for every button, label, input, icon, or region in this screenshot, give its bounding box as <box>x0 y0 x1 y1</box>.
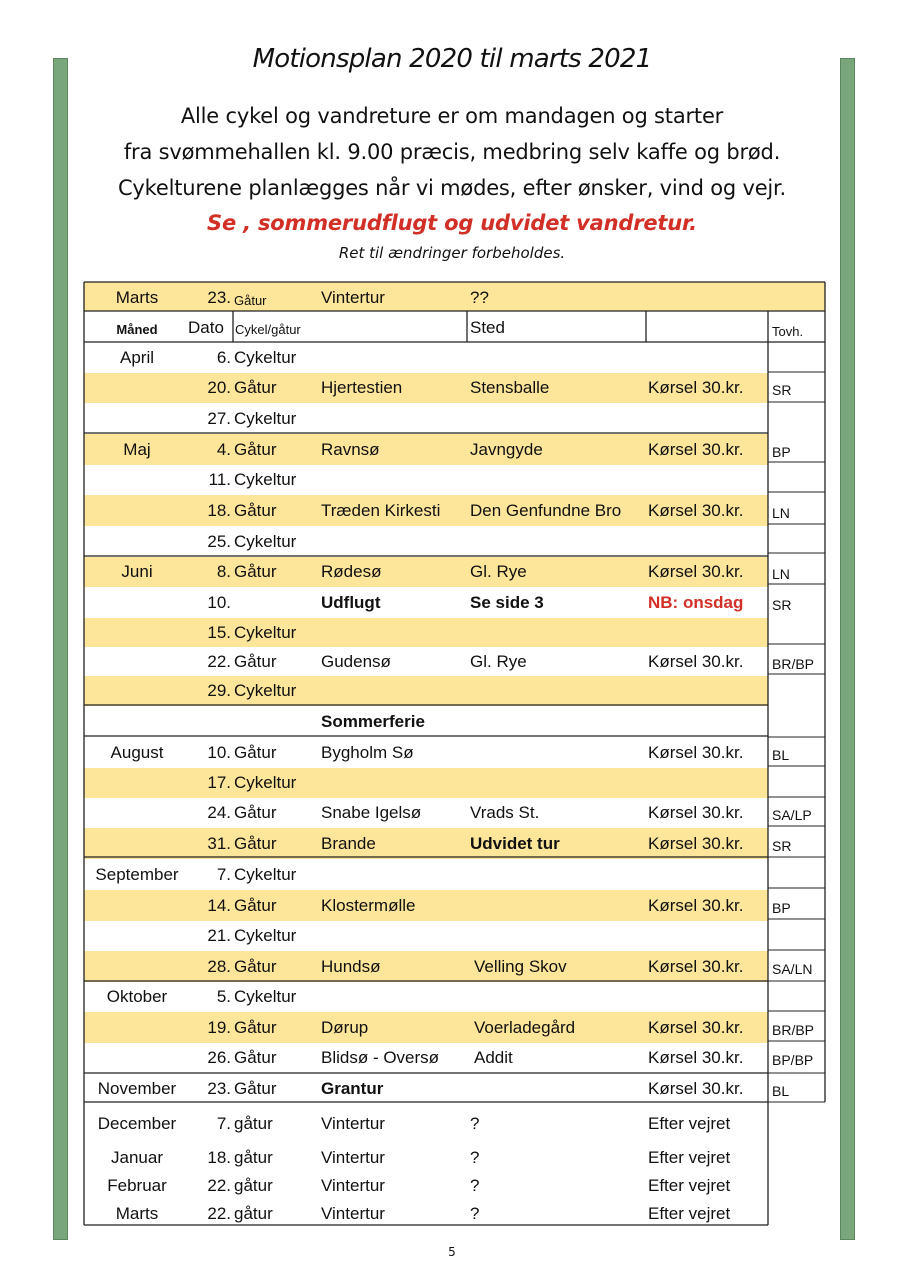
row-date: 10. <box>207 593 231 612</box>
row-type: Gåtur <box>234 803 277 822</box>
row-destination: Bygholm Sø <box>321 743 414 762</box>
row-date: 17. <box>207 773 231 792</box>
row-date: 10. <box>207 743 231 762</box>
row-date: 23. <box>207 1079 231 1098</box>
row-month: Januar <box>111 1148 163 1167</box>
row-type: Cykeltur <box>234 681 297 700</box>
row-destination: Dørup <box>321 1018 369 1037</box>
intro-highlight: Se , sommerudflugt og udvidet vandretur. <box>207 211 697 235</box>
row-cost: Efter vejret <box>648 1114 731 1133</box>
row-destination: Hjertestien <box>321 378 403 397</box>
row-date: 29. <box>207 681 231 700</box>
row-type: Gåtur <box>234 562 277 581</box>
row-date: 7. <box>216 1114 231 1133</box>
row-destination: Træden Kirkesti <box>321 501 441 520</box>
row-place: Vrads St. <box>470 803 540 822</box>
row-cost: Kørsel 30.kr. <box>648 803 744 822</box>
row-place: Den Genfundne Bro <box>470 501 622 520</box>
col-type: Cykel/gåtur <box>235 322 301 337</box>
row-tovh: BR/BP <box>772 656 815 672</box>
row-place: ? <box>470 1176 480 1195</box>
row-month: Februar <box>107 1176 167 1195</box>
row-date: 22. <box>207 1204 231 1223</box>
row-type: gåtur <box>234 1176 273 1195</box>
row-destination: Vintertur <box>321 1204 385 1223</box>
row-month: December <box>97 1114 177 1133</box>
row-place: Javngyde <box>470 440 543 459</box>
row-date: 11. <box>208 470 231 489</box>
row-type: Gåtur <box>234 652 277 671</box>
row-place: ? <box>470 1114 480 1133</box>
row-cost: Efter vejret <box>648 1148 731 1167</box>
disclaimer-note: Ret til ændringer forbeholdes. <box>338 244 566 262</box>
row-tovh: SR <box>772 382 792 398</box>
row-tovh: BP <box>772 900 791 916</box>
row-cost: Kørsel 30.kr. <box>648 562 744 581</box>
row-month: August <box>110 743 164 762</box>
row-type: Cykeltur <box>234 409 297 428</box>
page-title: Motionsplan 2020 til marts 2021 <box>252 44 652 74</box>
row-cost: Kørsel 30.kr. <box>648 896 744 915</box>
row-tovh: SR <box>772 838 792 854</box>
row-place: Addit <box>474 1048 513 1067</box>
row-month: November <box>97 1079 177 1098</box>
row-destination: Blidsø - Oversø <box>321 1048 440 1067</box>
row-tovh: BL <box>772 1083 790 1099</box>
intro-line-1: Alle cykel og vandreture er om mandagen og starter <box>180 104 724 128</box>
intro-line-3: Cykelturene planlægges når vi mødes, efter ønsker, vind og vejr. <box>117 176 787 200</box>
row-type: Cykeltur <box>234 532 297 551</box>
row-type: Cykeltur <box>234 987 297 1006</box>
row-date: 19. <box>207 1018 231 1037</box>
row-tovh: LN <box>772 566 790 582</box>
row-place: ? <box>470 1204 480 1223</box>
row-date: 22. <box>207 652 231 671</box>
row-cost: Kørsel 30.kr. <box>648 378 744 397</box>
row-type: Gåtur <box>234 957 277 976</box>
row-cost: Kørsel 30.kr. <box>648 652 744 671</box>
row-date: 26. <box>207 1048 231 1067</box>
row-destination: Vintertur <box>321 1176 385 1195</box>
row-place: Voerladegård <box>474 1018 576 1037</box>
row-month: September <box>95 865 179 884</box>
row-date: 7. <box>216 865 231 884</box>
row-cost: NB: onsdag <box>648 593 744 612</box>
row-date: 22. <box>207 1176 231 1195</box>
col-tovh: Tovh. <box>772 324 804 339</box>
row-month: Juni <box>121 562 153 581</box>
row-tovh: BP/BP <box>772 1052 814 1068</box>
row-destination: Sommerferie <box>321 712 425 731</box>
row-tovh: SR <box>772 597 792 613</box>
row-tovh: SA/LN <box>772 961 813 977</box>
row-date: 25. <box>207 532 231 551</box>
row-date: 24. <box>207 803 231 822</box>
row-destination: Vintertur <box>321 1148 385 1167</box>
row-tovh: BR/BP <box>772 1022 815 1038</box>
row-type: Gåtur <box>234 1018 277 1037</box>
row-cost: Kørsel 30.kr. <box>648 1079 744 1098</box>
row-destination: Grantur <box>321 1079 384 1098</box>
row-cost: Kørsel 30.kr. <box>648 501 744 520</box>
row-type: Gåtur <box>234 378 277 397</box>
row-date: 4. <box>216 440 231 459</box>
row-date: 18. <box>207 1148 231 1167</box>
row-cost: Kørsel 30.kr. <box>648 1018 744 1037</box>
row-type: Gåtur <box>234 896 277 915</box>
col-date: Dato <box>188 318 224 337</box>
row-tovh: BP <box>772 444 791 460</box>
row-type: gåtur <box>234 1204 273 1223</box>
row-date: 21. <box>207 926 231 945</box>
row-month: Maj <box>123 440 151 459</box>
row-date: 31. <box>207 834 231 853</box>
row-cost: Kørsel 30.kr. <box>648 743 744 762</box>
row-date: 8. <box>216 562 231 581</box>
row-place: Gl. Rye <box>470 652 527 671</box>
row-cost: Efter vejret <box>648 1176 731 1195</box>
row-date: 14. <box>207 896 231 915</box>
row-type: Cykeltur <box>234 623 297 642</box>
row-cost: Efter vejret <box>648 1204 731 1223</box>
header-place: ?? <box>470 288 489 307</box>
header-dest: Vintertur <box>321 288 385 307</box>
header-month: Marts <box>115 288 159 307</box>
row-cost: Kørsel 30.kr. <box>648 957 744 976</box>
row-place: Se side 3 <box>470 593 544 612</box>
row-type: gåtur <box>234 1114 273 1133</box>
row-destination: Gudensø <box>321 652 391 671</box>
row-type: Gåtur <box>234 834 277 853</box>
row-date: 5. <box>216 987 231 1006</box>
row-type: Gåtur <box>234 1079 277 1098</box>
col-place: Sted <box>470 318 505 337</box>
row-type: Cykeltur <box>234 865 297 884</box>
row-place: Stensballe <box>470 378 550 397</box>
row-type: Gåtur <box>234 440 277 459</box>
row-tovh: SA/LP <box>772 807 812 823</box>
row-place: Udvidet tur <box>470 834 560 853</box>
header-date: 23. <box>207 288 231 307</box>
row-date: 15. <box>207 623 231 642</box>
row-destination: Hundsø <box>321 957 381 976</box>
row-type: Cykeltur <box>234 470 297 489</box>
row-destination: Vintertur <box>321 1114 385 1133</box>
row-type: Gåtur <box>234 1048 277 1067</box>
row-month: Marts <box>115 1204 159 1223</box>
row-place: Gl. Rye <box>470 562 527 581</box>
row-type: Cykeltur <box>234 773 297 792</box>
row-type: Gåtur <box>234 501 277 520</box>
row-destination: Ravnsø <box>321 440 380 459</box>
intro-line-2: fra svømmehallen kl. 9.00 præcis, medbring selv kaffe og brød. <box>123 140 781 164</box>
row-tovh: BL <box>772 747 790 763</box>
row-destination: Rødesø <box>321 562 382 581</box>
header-type: Gåtur <box>234 293 267 308</box>
page-number: 5 <box>448 1245 456 1259</box>
row-date: 27. <box>207 409 231 428</box>
row-cost: Kørsel 30.kr. <box>648 834 744 853</box>
row-date: 28. <box>207 957 231 976</box>
row-date: 6. <box>216 348 231 367</box>
row-tovh: LN <box>772 505 790 521</box>
row-place: ? <box>470 1148 480 1167</box>
row-month: Oktober <box>106 987 168 1006</box>
row-month: April <box>119 348 154 367</box>
row-destination: Brande <box>321 834 376 853</box>
row-date: 20. <box>207 378 231 397</box>
row-type: gåtur <box>234 1148 273 1167</box>
row-date: 18. <box>207 501 231 520</box>
row-place: Velling Skov <box>474 957 567 976</box>
row-destination: Snabe Igelsø <box>321 803 422 822</box>
row-cost: Kørsel 30.kr. <box>648 440 744 459</box>
row-destination: Klostermølle <box>321 896 416 915</box>
row-type: Cykeltur <box>234 348 297 367</box>
row-type: Gåtur <box>234 743 277 762</box>
row-destination: Udflugt <box>321 593 381 612</box>
col-month: Måned <box>116 322 158 337</box>
row-cost: Kørsel 30.kr. <box>648 1048 744 1067</box>
row-type: Cykeltur <box>234 926 297 945</box>
